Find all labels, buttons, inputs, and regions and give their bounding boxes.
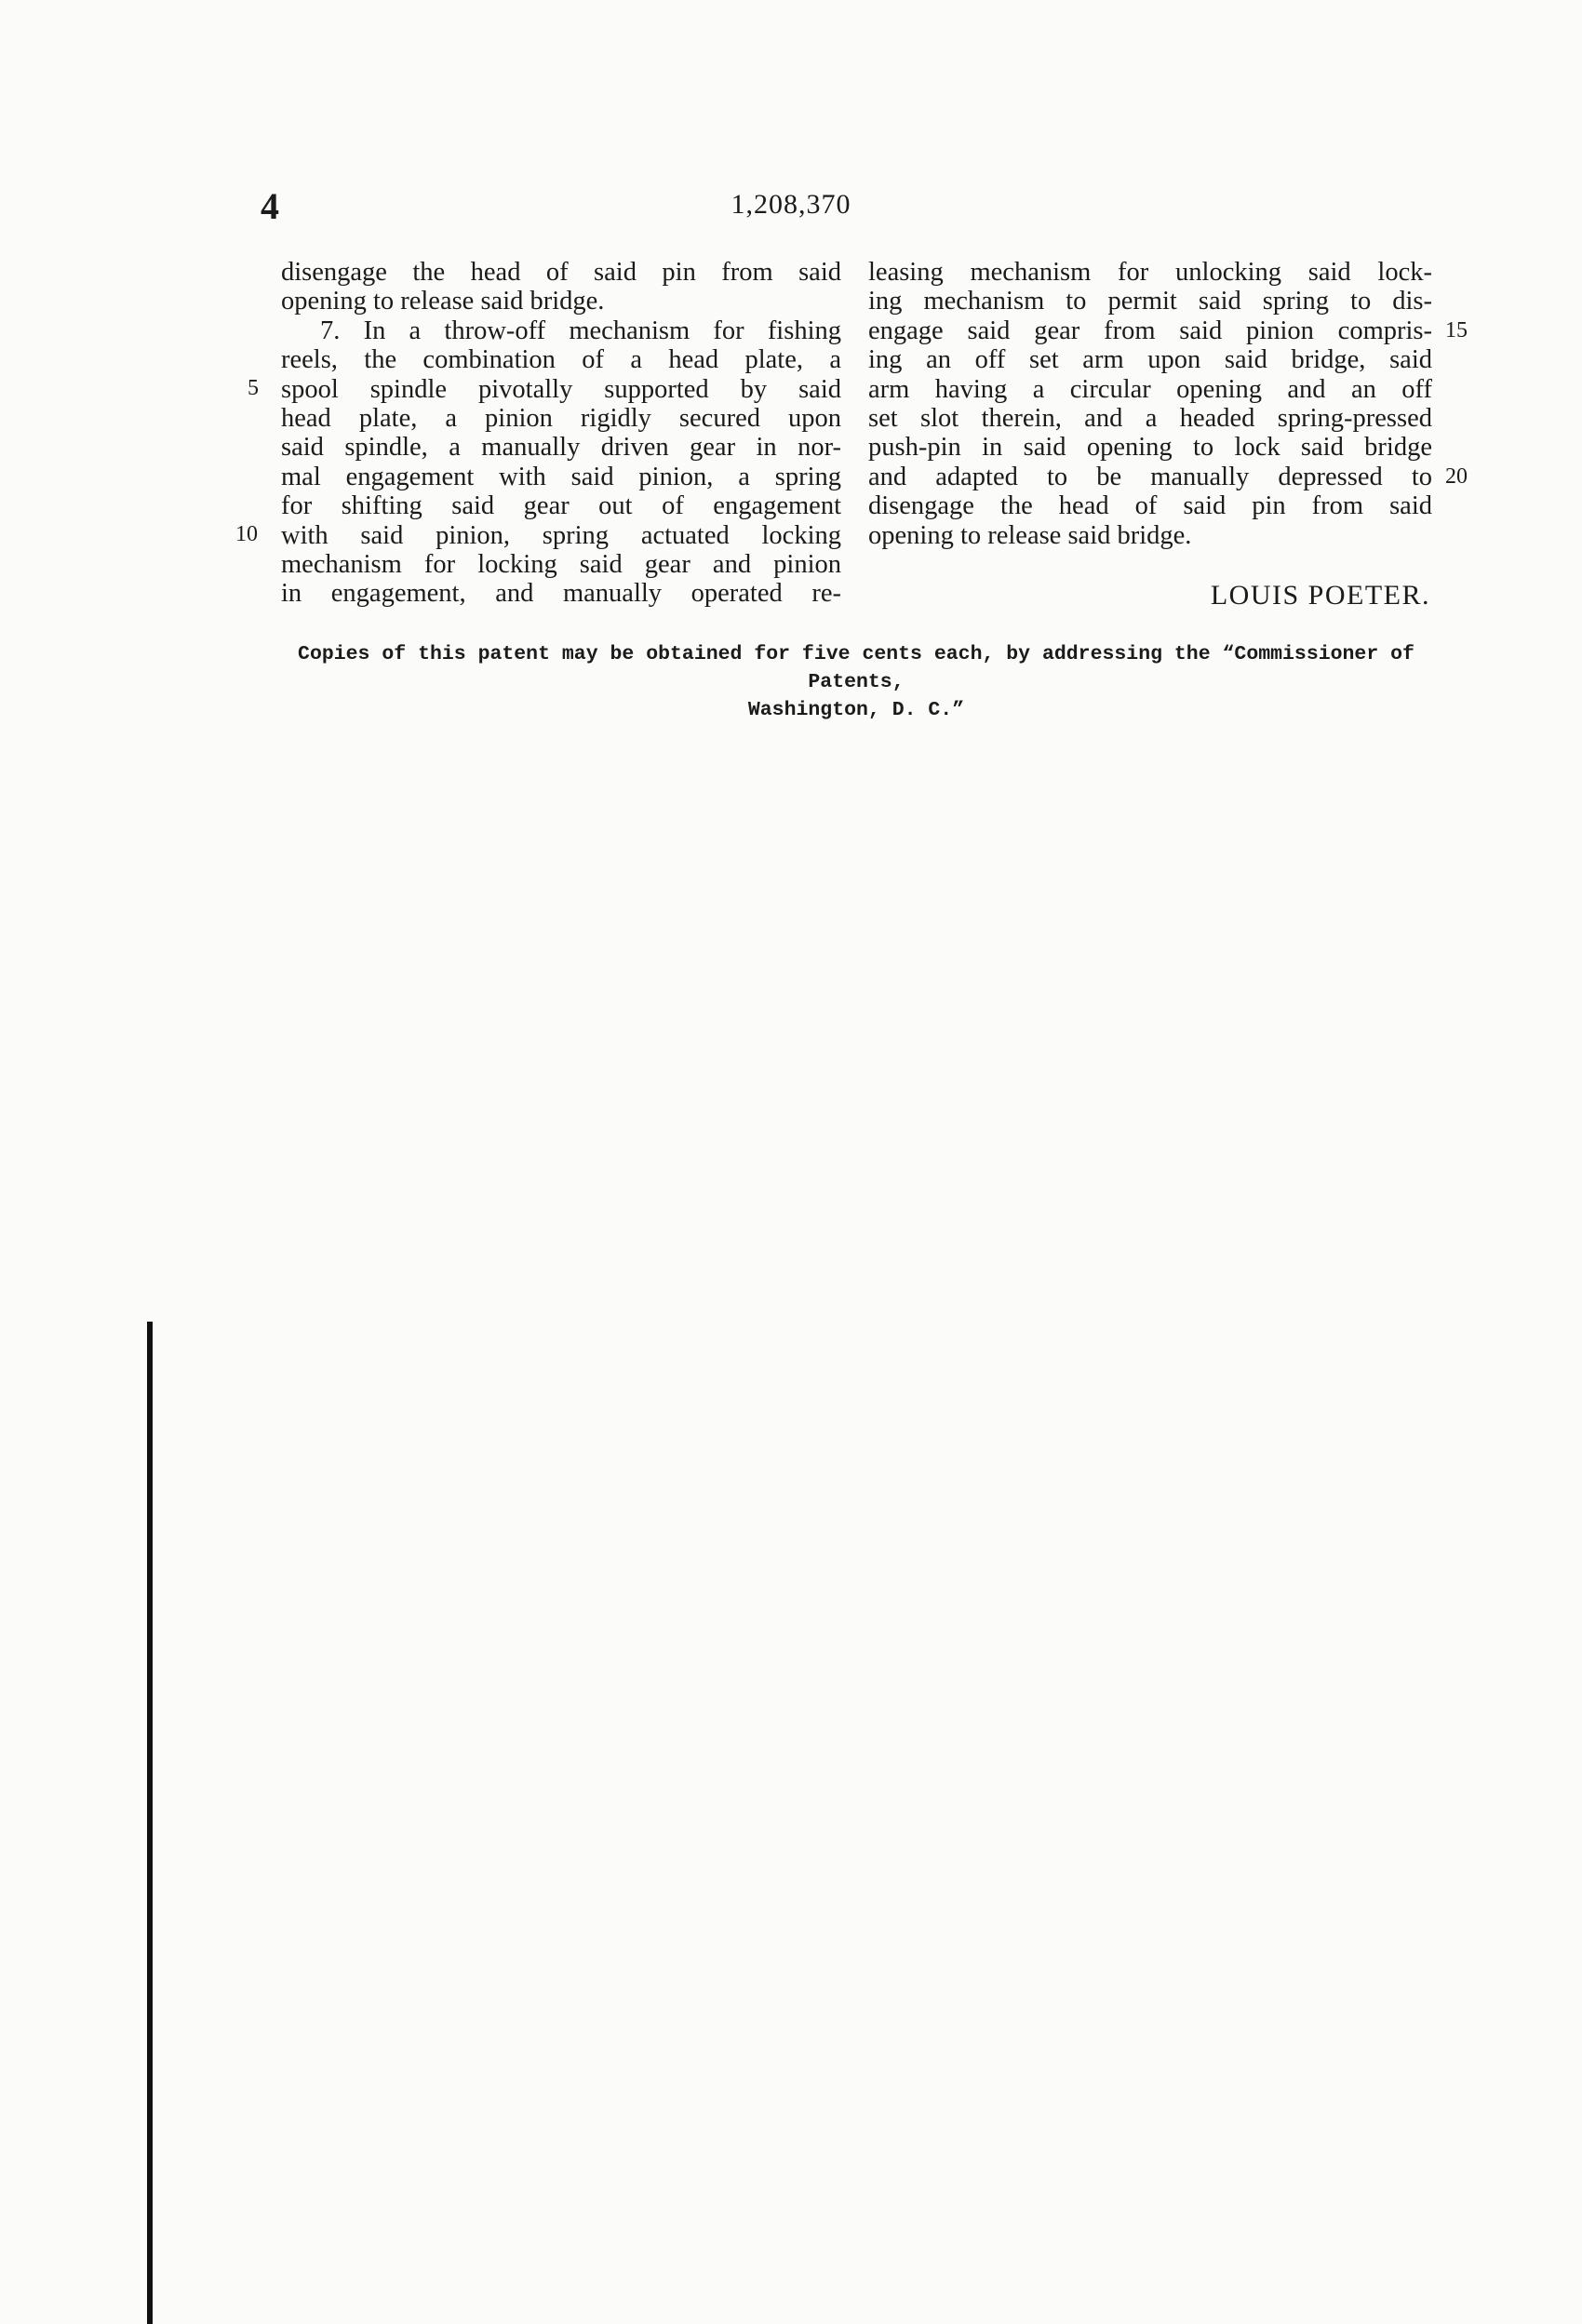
- text-line: mechanism for locking said gear and pinion: [281, 549, 841, 579]
- page-number: 4: [261, 185, 277, 227]
- text-line: disengage the head of said pin from said: [868, 491, 1432, 521]
- footer-line: Copies of this patent may be obtained for five cents each, by addressing the “Commissioner of Patents,: [298, 643, 1414, 693]
- text-line: set slot therein, and a headed spring-pressed: [868, 403, 1432, 433]
- left-text-column: [281, 258, 841, 609]
- text-line: push-pin in said opening to lock said bridge: [868, 433, 1432, 463]
- text-line: mal engagement with said pinion, a spring: [281, 462, 841, 491]
- patent-number: 1,208,370: [731, 189, 851, 220]
- footer-notice: [279, 640, 1433, 724]
- text-line: leasing mechanism for unlocking said lock-: [868, 258, 1432, 287]
- footer-line: Washington, D. C.”: [747, 699, 965, 721]
- line-number: 5: [248, 376, 259, 400]
- text-line: head plate, a pinion rigidly secured upon: [281, 403, 841, 433]
- text-line: in engagement, and manually operated re-: [281, 579, 841, 609]
- line-number: 15: [1445, 318, 1468, 343]
- text-line: and adapted to be manually depressed to: [868, 462, 1432, 491]
- text-line: spool spindle pivotally supported by said: [281, 374, 841, 404]
- text-line: said spindle, a manually driven gear in nor-: [281, 433, 841, 463]
- text-line: opening to release said bridge.: [281, 287, 605, 316]
- line-number: 20: [1445, 464, 1468, 489]
- line-number: 10: [235, 522, 258, 546]
- text-line: reels, the combination of a head plate, a: [281, 345, 841, 375]
- text-line: ing an off set arm upon said bridge, said: [868, 345, 1432, 375]
- text-line: opening to release said bridge.: [868, 520, 1192, 550]
- text-line: with said pinion, spring actuated locking: [281, 520, 841, 550]
- text-line: arm having a circular opening and an off: [868, 374, 1432, 404]
- inventor-signature: LOUIS POETER.: [1210, 580, 1430, 611]
- text-line: 7. In a throw-off mechanism for fishing: [320, 316, 841, 345]
- right-text-column: [868, 258, 1432, 550]
- text-line: for shifting said gear out of engagement: [281, 491, 841, 521]
- text-line: engage said gear from said pinion compris-: [868, 316, 1432, 345]
- text-line: disengage the head of said pin from said: [281, 258, 841, 287]
- text-line: ing mechanism to permit said spring to dis-: [868, 287, 1432, 316]
- scan-margin-line: [147, 1322, 153, 2324]
